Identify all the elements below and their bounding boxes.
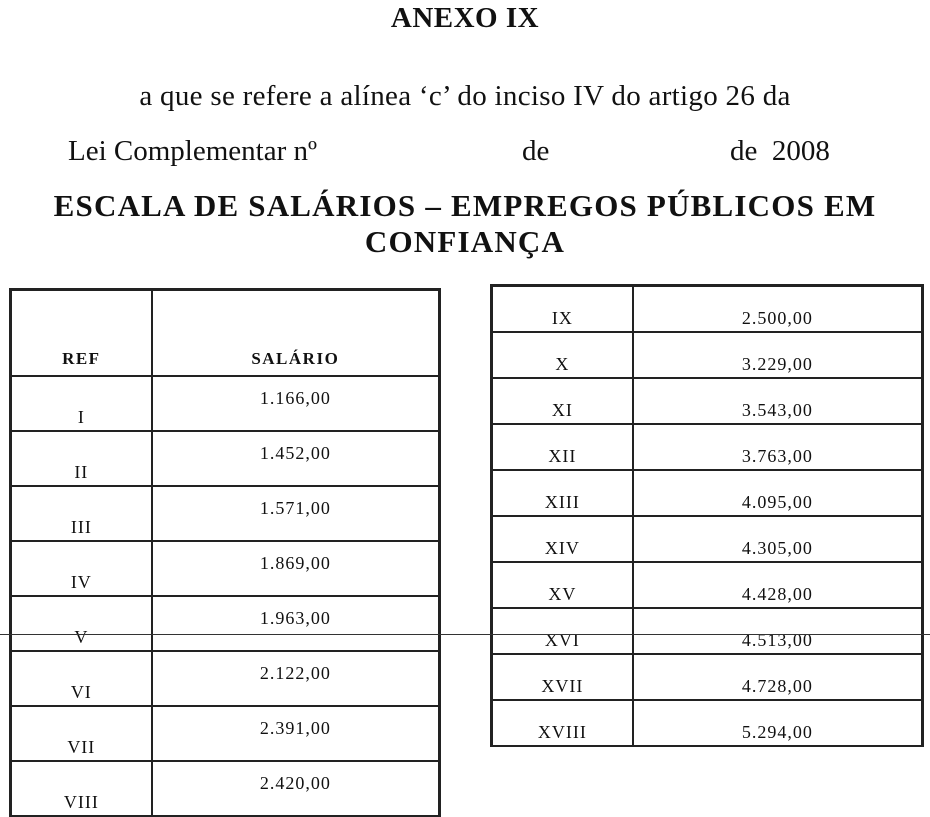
salary-cell: 1.166,00 (152, 376, 440, 431)
table-row (492, 378, 923, 424)
table-row (11, 376, 440, 431)
salary-table-left (9, 288, 441, 817)
ref-cell: I (11, 376, 152, 431)
table-row (11, 706, 440, 761)
salary-cell: 1.571,00 (152, 486, 440, 541)
ref-cell: XVIII (492, 700, 633, 746)
law-line (0, 135, 930, 169)
table-row (11, 596, 440, 651)
salary-cell: 4.513,00 (633, 608, 923, 654)
table-row (492, 424, 923, 470)
header-ref: REF (11, 290, 152, 377)
salary-table-right (490, 284, 924, 747)
ref-cell: V (11, 596, 152, 651)
ref-cell: IX (492, 286, 633, 333)
header-salario: SALÁRIO (152, 290, 440, 377)
ref-cell: XIV (492, 516, 633, 562)
salary-cell: 3.229,00 (633, 332, 923, 378)
reference-line: a que se refere a alínea ‘c’ do inciso IV do artigo 26 da (139, 80, 791, 112)
ref-cell: XII (492, 424, 633, 470)
ref-cell: XIII (492, 470, 633, 516)
salary-cell: 2.122,00 (152, 651, 440, 706)
table-row (492, 332, 923, 378)
salary-cell: 4.728,00 (633, 654, 923, 700)
table-row (492, 286, 923, 333)
salary-cell: 1.452,00 (152, 431, 440, 486)
salary-cell: 2.391,00 (152, 706, 440, 761)
ref-cell: XVI (492, 608, 633, 654)
scale-heading-line2: CONFIANÇA (364, 224, 566, 259)
table-row (11, 651, 440, 706)
table-row (11, 761, 440, 816)
table-row (492, 562, 923, 608)
ref-cell: XV (492, 562, 633, 608)
table-row (11, 541, 440, 596)
annex-title: ANEXO IX (390, 2, 540, 34)
law-label: Lei Complementar nº (68, 135, 317, 167)
salary-cell: 3.763,00 (633, 424, 923, 470)
salary-cell: 4.305,00 (633, 516, 923, 562)
law-year: de 2008 (730, 135, 830, 167)
ref-cell: XVII (492, 654, 633, 700)
ref-cell: VII (11, 706, 152, 761)
table-row (492, 516, 923, 562)
ref-cell: VI (11, 651, 152, 706)
salary-cell: 4.428,00 (633, 562, 923, 608)
ref-cell: VIII (11, 761, 152, 816)
table-header-row (11, 290, 440, 377)
table-row (492, 470, 923, 516)
salary-cell: 2.420,00 (152, 761, 440, 816)
salary-cell: 2.500,00 (633, 286, 923, 333)
ref-cell: II (11, 431, 152, 486)
salary-cell: 5.294,00 (633, 700, 923, 746)
table-row (492, 700, 923, 746)
table-row (11, 431, 440, 486)
ref-cell: IV (11, 541, 152, 596)
scale-heading (0, 188, 930, 260)
page-divider (0, 634, 930, 635)
ref-cell: X (492, 332, 633, 378)
table-row (11, 486, 440, 541)
table-row (492, 654, 923, 700)
ref-cell: III (11, 486, 152, 541)
scale-heading-line1: ESCALA DE SALÁRIOS – EMPREGOS PÚBLICOS EM (53, 188, 877, 223)
salary-cell: 1.869,00 (152, 541, 440, 596)
salary-cell: 1.963,00 (152, 596, 440, 651)
table-row (492, 608, 923, 654)
salary-cell: 3.543,00 (633, 378, 923, 424)
law-de-1: de (522, 135, 550, 167)
ref-cell: XI (492, 378, 633, 424)
salary-cell: 4.095,00 (633, 470, 923, 516)
